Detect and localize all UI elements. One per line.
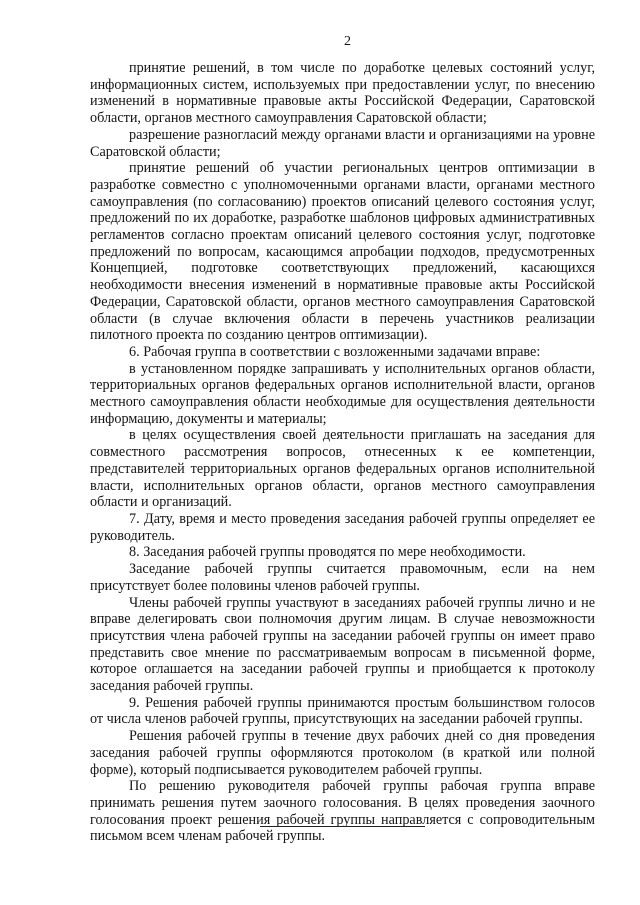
paragraph-item-6: 6. Рабочая группа в соответствии с возложенными задачами вправе: xyxy=(129,343,541,360)
paragraph-item-9: 9. Решения рабочей группы принимаются простым большинством голосов от числа членов рабочей группы, присутствующих на заседании рабочей группы. xyxy=(90,694,595,728)
paragraph-regional-centers: принятие решений об участии региональных центров оптимизации в разработке совместно с уполномоченными органами власти, органами местного самоуправления (по согласованию) проектов описаний целевого состояния услуг, предложений по их доработке, разработке шаблонов цифровых административных регламентов согласно проектам описаний целевого состояния услуг, подготовке предложений по вопросам, касающимся апробации подходов, предусмотренных Концепцией, подготовке соответствующих предложений, касающихся необходимости внесения изменений в нормативные правовые акты Российской Федерации, Саратовской области, органов местного самоуправления Саратовской области (в случае включения области в перечень участников реализации пилотного проекта по созданию центров оптимизации). xyxy=(90,160,595,344)
paragraph-decisions-on-services: принятие решений, в том числе по доработке целевых состояний услуг, информационных систем, используемых при предоставлении услуг, по внесению изменений в нормативные правовые акты Российской Федерации, Саратовской области, органов местного самоуправления Саратовской области; xyxy=(90,60,595,127)
paragraph-protocol: Решения рабочей группы в течение двух рабочих дней со дня проведения заседания рабочей группы оформляются протоколом (в краткой или полной форме), который подписывается руководителем рабочей группы. xyxy=(90,728,595,778)
page-number: 2 xyxy=(344,34,351,49)
end-separator-line xyxy=(260,826,425,827)
paragraph-remote-voting: По решению руководителя рабочей группы рабочая группа вправе принимать решения путем заочного голосования. В целях проведения заочного голосования проект решения рабочей группы направляется с сопроводительным письмом всем членам рабочей группы. xyxy=(90,778,595,845)
paragraph-invite-representatives: в целях осуществления своей деятельности приглашать на заседания для совместного рассмотрения вопросов, отнесенных к ее компетенции, представителей территориальных органов федеральных органов исполнительной власти, исполнительных органов области, органов местного самоуправления области и организаций. xyxy=(90,427,595,511)
paragraph-request-information: в установленном порядке запрашивать у исполнительных органов области, территориальных органов федеральных органов исполнительной власти, органов местного самоуправления области необходимые для осуществления деятельности информацию, документы и материалы; xyxy=(90,360,595,427)
paragraph-quorum: Заседание рабочей группы считается правомочным, если на нем присутствует более половины членов рабочей группы. xyxy=(90,561,595,594)
paragraph-disagreement-resolution: разрешение разногласий между органами власти и организациями на уровне Саратовской области; xyxy=(90,126,595,160)
paragraph-member-participation: Члены рабочей группы участвуют в заседаниях рабочей группы лично и не вправе делегировать свои полномочия другим лицам. В случае невозможности присутствия члена рабочей группы на заседании рабочей группы он имеет право представить свое мнение по рассматриваемым вопросам в письменной форме, которое оглашается на заседании рабочей группы и приобщается к протоколу заседания рабочей группы. xyxy=(90,594,595,695)
paragraph-item-7: 7. Дату, время и место проведения заседания рабочей группы определяет ее руководитель. xyxy=(90,510,595,544)
paragraph-item-8: 8. Заседания рабочей группы проводятся по мере необходимости. xyxy=(129,544,526,561)
